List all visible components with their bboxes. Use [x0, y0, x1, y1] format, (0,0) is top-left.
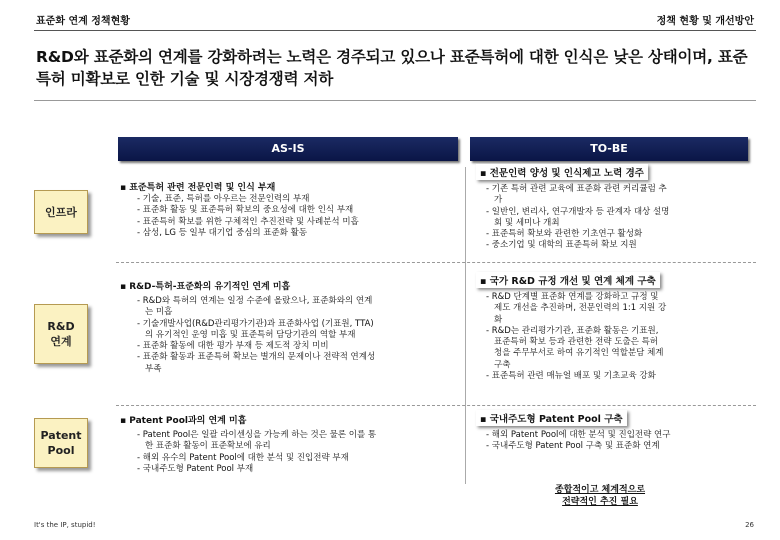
header-section-title: 표준화 연계 정책현황 — [36, 16, 130, 27]
conclusion-note — [500, 484, 700, 508]
asis-line: - 국내주도형 Patent Pool 부재 — [137, 463, 254, 474]
tobe-body-infra — [486, 184, 744, 252]
tobe-title-patent-pool: ▪ 국내주도형 Patent Pool 구축 — [476, 410, 627, 426]
asis-line: - 표준특허 확보를 위한 구체적인 추진전략 및 사례분석 미흡 — [137, 216, 359, 227]
row-divider-2 — [116, 405, 756, 406]
asis-body-patent-pool — [137, 430, 455, 475]
header-chapter-title: 정책 현황 및 개선방안 — [656, 16, 754, 27]
row-label-rnd: R&D 연계 — [34, 304, 88, 364]
row-divider-1 — [116, 262, 756, 263]
conclusion-line: 전략적인 추진 필요 — [562, 497, 638, 507]
tobe-line: - 국내주도형 Patent Pool 구축 및 표준화 연계 — [486, 441, 660, 452]
asis-title-patent-pool: ▪ Patent Pool과의 연계 미흡 — [120, 416, 247, 426]
page-number: 26 — [745, 521, 754, 529]
asis-body-rnd — [137, 296, 455, 375]
conclusion-line: 종합적이고 체계적으로 — [554, 485, 646, 495]
tobe-line: - 중소기업 및 대학의 표준특허 확보 지원 — [486, 240, 637, 251]
tobe-line: - 해외 Patent Pool에 대한 분석 및 진입전략 연구 — [486, 430, 671, 440]
column-divider — [465, 167, 466, 484]
tobe-line: - R&D는 관리평가기관, 표준화 활동은 기표원, — [486, 325, 659, 336]
asis-title-rnd: ▪ R&D-특허-표준화의 유기적인 연계 미흡 — [120, 282, 291, 292]
row-label-patent-pool: Patent Pool — [34, 418, 88, 468]
asis-line: - 해외 유수의 Patent Pool에 대한 분석 및 진입전략 부재 — [137, 452, 349, 463]
asis-line: 는 미흡 — [145, 307, 173, 318]
asis-line: 부족 — [145, 363, 162, 374]
tobe-title-infra: ▪ 전문인력 양성 및 인식제고 노력 경주 — [476, 164, 648, 180]
tobe-title-rnd: ▪ 국가 R&D 규정 개선 및 연계 체계 구축 — [476, 272, 660, 288]
tobe-line: 제도 개선을 추진하며, 전문인력의 1:1 지원 강 — [494, 303, 667, 314]
page-headline: R&D와 표준화의 연계를 강화하려는 노력은 경주되고 있으나 표준특허에 대한 인식은 낮은 상태이며, 표준특허 미확보로 인한 기술 및 시장경쟁력 저하 — [36, 48, 748, 88]
asis-line: - 기술, 표준, 특허를 아우르는 전문인력의 부재 — [137, 194, 310, 204]
asis-line: - 기술개발사업(R&D관리평가기관)과 표준화사업 (기표원, TTA) — [137, 318, 374, 329]
asis-line: - R&D와 특허의 연계는 일정 수준에 올랐으나, 표준화와의 연계 — [137, 296, 373, 306]
tobe-line: - 기존 특허 관련 교육에 표준화 관련 커리큘럼 추 — [486, 184, 667, 194]
row-label-infra: 인프라 — [34, 190, 88, 234]
tobe-line: - R&D 단계별 표준화 연계를 강화하고 규정 및 — [486, 292, 659, 302]
asis-line: - 표준화 활동 및 표준특허 확보의 중요성에 대한 인식 부재 — [137, 205, 354, 216]
asis-line: - 표준화 활동과 표준특허 확보는 별개의 문제이나 전략적 연계성 — [137, 352, 376, 363]
asis-line: 한 표준화 활동이 표준확보에 유리 — [145, 441, 271, 452]
tobe-body-rnd — [486, 292, 744, 382]
tobe-line: 청을 주무부서로 하여 유기적인 역할분담 체계 — [494, 348, 664, 359]
tobe-line: - 표준특허 관련 매뉴얼 배포 및 기초교육 강화 — [486, 371, 656, 382]
tobe-line: - 표준특허 확보와 관련한 기초연구 활성화 — [486, 229, 643, 240]
tobe-line: 화 — [494, 314, 503, 325]
asis-body-infra — [137, 194, 455, 239]
tobe-line: 표준특허 확보 등과 관련한 전략 도출은 특허 — [494, 337, 659, 348]
asis-line: - 삼성, LG 등 일부 대기업 중심의 표준화 활동 — [137, 227, 308, 238]
asis-column-header: AS-IS — [118, 137, 458, 161]
tobe-line: 가 — [494, 195, 503, 206]
footer-tagline: It's the IP, stupid! — [34, 521, 96, 529]
asis-title-infra: ▪ 표준특허 관련 전문인력 및 인식 부재 — [120, 183, 276, 193]
tobe-body-patent-pool — [486, 430, 744, 453]
headline-divider — [34, 100, 756, 101]
tobe-line: - 일반인, 변리사, 연구개발자 등 관계자 대상 설명 — [486, 206, 670, 217]
tobe-column-header: TO-BE — [470, 137, 748, 161]
asis-line: - 표준화 활동에 대한 평가 부재 등 제도적 장치 미비 — [137, 341, 329, 352]
asis-line: 의 유기적인 운영 미흡 및 표준특허 담당기관의 역할 부재 — [145, 329, 356, 340]
tobe-line: 회 및 세미나 개최 — [494, 217, 560, 228]
header-divider — [34, 30, 756, 31]
asis-line: - Patent Pool은 일괄 라이센싱을 가능케 하는 것은 물론 이를 통 — [137, 430, 377, 440]
tobe-line: 구축 — [494, 359, 511, 370]
